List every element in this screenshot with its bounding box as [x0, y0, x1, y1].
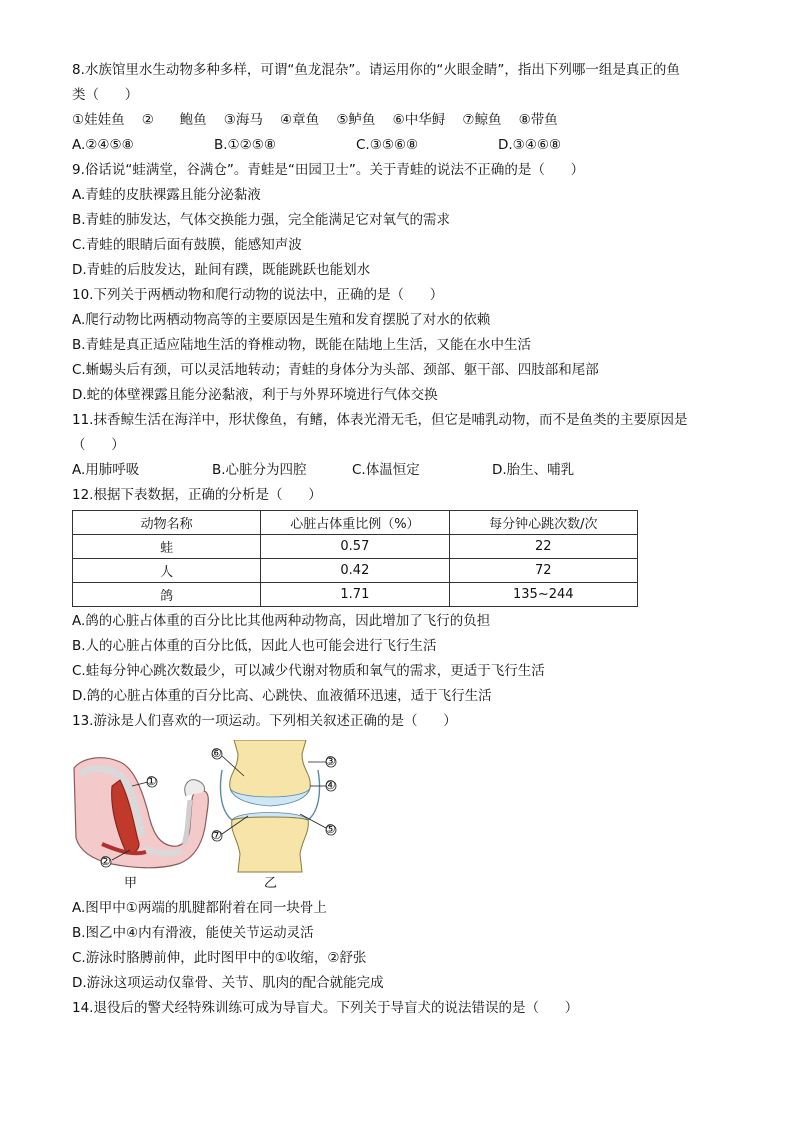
q8-items: ①娃娃鱼 ② 鲍鱼 ③海马 ④章鱼 ⑤鲈鱼 ⑥中华鲟 ⑦鲸鱼 ⑧带鱼	[72, 112, 558, 128]
knee-joint-figure-yi	[212, 740, 336, 872]
q11-stem-line2: （ ）	[72, 437, 125, 453]
q10-option-c: C.蜥蜴头后有颈，可以灵活地转动；青蛙的身体分为头部、颈部、躯干部、四肢部和尾部	[72, 362, 599, 378]
q12-data-table	[72, 510, 638, 607]
q8-option-a: A.②④⑤⑧	[72, 137, 134, 153]
table-cell: 蛙	[73, 535, 261, 559]
q12-option-b: B.人的心脏占体重的百分比低，因此人也可能会进行飞行生活	[72, 638, 437, 654]
q13-figure	[72, 740, 372, 892]
table-header-row	[73, 511, 638, 535]
q12-stem: 12.根据下表数据，正确的分析是（ ）	[72, 487, 322, 503]
q13-option-d: D.游泳这项运动仅靠骨、关节、肌肉的配合就能完成	[72, 975, 384, 991]
table-cell: 0.57	[261, 535, 449, 559]
table-cell: 鸽	[73, 583, 261, 607]
q8-stem-line2: 类（ ）	[72, 87, 139, 103]
table-row	[73, 559, 638, 583]
figure-label-yi: 乙	[264, 876, 278, 891]
q12-option-d: D.鸽的心脏占体重的百分比高、心跳快、血液循环迅速，适于飞行生活	[72, 688, 492, 704]
q8-stem-line1: 8.水族馆里水生动物多种多样，可谓“鱼龙混杂”。请运用你的“火眼金睛”，指出下列哪一组是真正的鱼	[72, 62, 680, 78]
marker-3: ③	[325, 754, 336, 768]
marker-1: ①	[146, 774, 157, 788]
table-row	[73, 583, 638, 607]
q13-stem: 13.游泳是人们喜欢的一项运动。下列相关叙述正确的是（ ）	[72, 713, 457, 729]
q9-option-c: C.青蛙的眼睛后面有鼓膜，能感知声波	[72, 237, 302, 253]
table-header-cell: 每分钟心跳次数/次	[449, 511, 637, 535]
q8-option-c: C.③⑤⑥⑧	[356, 137, 419, 153]
marker-5: ⑤	[325, 822, 336, 836]
q14-stem: 14.退役后的警犬经特殊训练可成为导盲犬。下列关于导盲犬的说法错误的是（ ）	[72, 1000, 579, 1016]
figure-label-jia: 甲	[124, 876, 138, 891]
q10-option-b: B.青蛙是真正适应陆地生活的脊椎动物，既能在陆地上生活，又能在水中生活	[72, 337, 532, 353]
table-cell: 72	[449, 559, 637, 583]
table-cell: 22	[449, 535, 637, 559]
q13-option-a: A.图甲中①两端的肌腱都附着在同一块骨上	[72, 900, 327, 916]
table-cell: 1.71	[261, 583, 449, 607]
q10-option-a: A.爬行动物比两栖动物高等的主要原因是生殖和发育摆脱了对水的依赖	[72, 312, 491, 328]
q8-option-d: D.③④⑥⑧	[498, 137, 562, 153]
q11-option-b: B.心脏分为四腔	[212, 462, 307, 478]
marker-6: ⑥	[211, 746, 222, 760]
exam-page	[72, 58, 722, 1021]
q11-option-a: A.用肺呼吸	[72, 462, 140, 478]
q9-option-a: A.青蛙的皮肤裸露且能分泌黏液	[72, 187, 261, 203]
q9-stem: 9.俗话说“蛙满堂，谷满仓”。青蛙是“田园卫士”。关于青蛙的说法不正确的是（ ）	[72, 162, 585, 178]
q13-option-c: C.游泳时胳膊前伸，此时图甲中的①收缩，②舒张	[72, 950, 367, 966]
q11-option-d: D.胎生、哺乳	[492, 462, 575, 478]
q8-option-b: B.①②⑤⑧	[214, 137, 276, 153]
table-header-cell: 心脏占体重比例（%）	[261, 511, 449, 535]
q10-option-d: D.蛇的体壁裸露且能分泌黏液，利于与外界环境进行气体交换	[72, 387, 438, 403]
q13-option-b: B.图乙中④内有滑液，能使关节运动灵活	[72, 925, 314, 941]
q11-options	[72, 458, 722, 483]
q11-stem-line1: 11.抹香鲸生活在海洋中，形状像鱼，有鳍，体表光滑无毛，但它是哺乳动物，而不是鱼类的主要原因是	[72, 412, 688, 428]
table-row	[73, 535, 638, 559]
table-cell: 人	[73, 559, 261, 583]
marker-2: ②	[100, 854, 111, 868]
q10-stem: 10.下列关于两栖动物和爬行动物的说法中，正确的是（ ）	[72, 287, 444, 303]
q9-option-b: B.青蛙的肺发达，气体交换能力强，完全能满足它对氧气的需求	[72, 212, 451, 228]
arm-figure-jia	[74, 758, 208, 868]
q12-option-a: A.鸽的心脏占体重的百分比比其他两种动物高，因此增加了飞行的负担	[72, 613, 491, 629]
q12-option-c: C.蛙每分钟心跳次数最少，可以减少代谢对物质和氧气的需求，更适于飞行生活	[72, 663, 545, 679]
table-header-cell: 动物名称	[73, 511, 261, 535]
q9-option-d: D.青蛙的后肢发达，趾间有蹼，既能跳跃也能划水	[72, 262, 371, 278]
table-cell: 135~244	[449, 583, 637, 607]
marker-7: ⑦	[211, 828, 222, 842]
table-cell: 0.42	[261, 559, 449, 583]
q8-options	[72, 133, 722, 158]
marker-4: ④	[325, 778, 336, 792]
q11-option-c: C.体温恒定	[352, 462, 420, 478]
